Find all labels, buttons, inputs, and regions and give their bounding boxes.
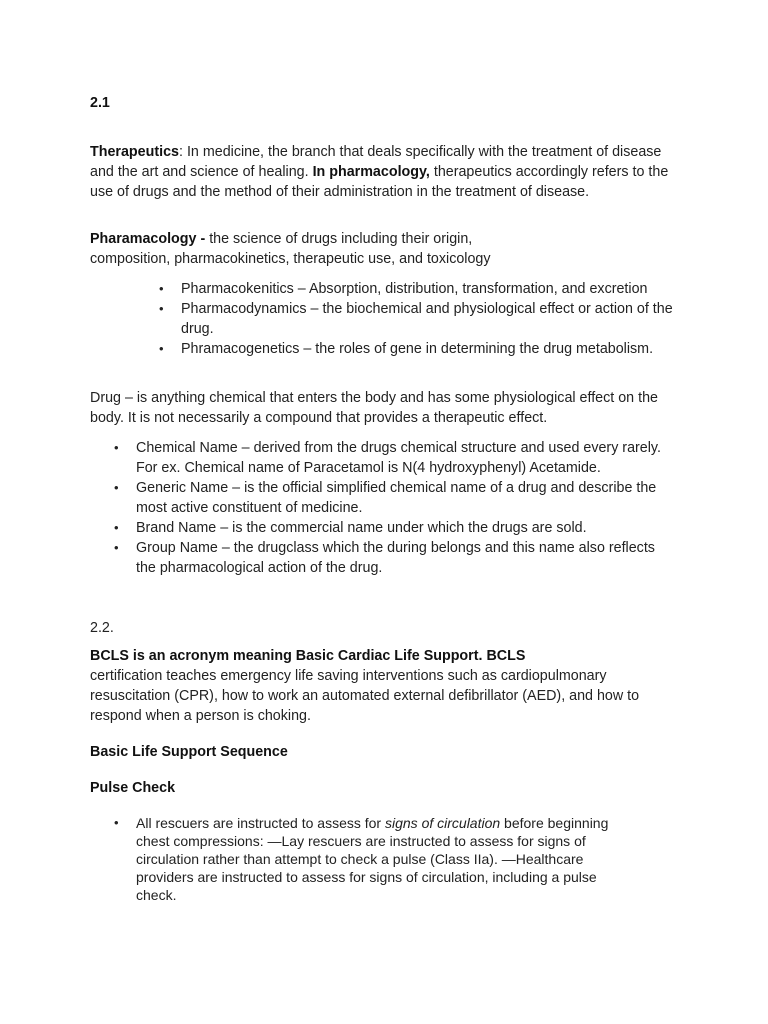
- bullet-icon: •: [114, 540, 119, 555]
- drug-names-list: [114, 438, 676, 578]
- therapeutics-text-1: : In medicine, the branch that deals specifically with the treatment of disease and the art and science of healing.: [90, 144, 662, 180]
- pharmacology-line-1: the science of drugs including their origin,: [209, 231, 473, 247]
- pulse-check-heading: Pulse Check: [90, 780, 176, 796]
- section-heading-2-2: 2.2.: [90, 620, 114, 636]
- bullet-icon: •: [159, 301, 164, 316]
- list-item: [114, 538, 676, 578]
- bullet-icon: •: [114, 480, 119, 495]
- list-item: [114, 438, 676, 478]
- list-item: [114, 814, 636, 904]
- therapeutics-paragraph: [90, 142, 680, 202]
- in-pharmacology-term: In pharmacology,: [312, 164, 430, 180]
- pharmacology-line-2: composition, pharmacokinetics, therapeutic use, and toxicology: [90, 251, 491, 267]
- list-item: [159, 279, 681, 299]
- bullet-icon: •: [114, 815, 119, 830]
- pharmacology-term: Pharamacology -: [90, 231, 210, 247]
- sequence-heading: Basic Life Support Sequence: [90, 744, 288, 760]
- list-item-text: Pharmacokenitics – Absorption, distribution, transformation, and excretion: [181, 281, 648, 297]
- pharmacology-list: [159, 279, 681, 359]
- signs-of-circulation-text: signs of circulation: [385, 815, 501, 831]
- list-item-text: Phramacogenetics – the roles of gene in determining the drug metabolism.: [181, 341, 654, 357]
- list-item-text: Pharmacodynamics – the biochemical and physiological effect or action of the drug.: [181, 301, 673, 337]
- bcls-paragraph: [90, 646, 680, 726]
- bullet-icon: •: [114, 440, 119, 455]
- list-item: [114, 518, 676, 538]
- list-item-text: Brand Name – is the commercial name under which the drugs are sold.: [136, 520, 587, 536]
- pharmacology-paragraph: [90, 229, 680, 269]
- section-heading-2-1: 2.1: [90, 95, 110, 111]
- bullet-icon: •: [159, 341, 164, 356]
- list-item: [159, 299, 681, 339]
- list-item: [159, 339, 681, 359]
- pulse-check-list: [114, 814, 636, 904]
- bcls-text: certification teaches emergency life saving interventions such as cardiopulmonary resuscitation (CPR), how to work an automated external defibrillator (AED), and how to respond when a person is choking.: [90, 668, 640, 724]
- list-item-text: Generic Name – is the official simplified chemical name of a drug and describe the most active constituent of medicine.: [136, 480, 657, 516]
- bcls-bold-sentence: BCLS is an acronym meaning Basic Cardiac Life Support. BCLS: [90, 648, 526, 664]
- list-item-text: Group Name – the drugclass which the during belongs and this name also reflects the pharmacological action of the drug.: [136, 540, 655, 576]
- pulse-text-pre: All rescuers are instructed to assess for: [136, 815, 385, 831]
- bullet-icon: •: [114, 520, 119, 535]
- therapeutics-term: Therapeutics: [90, 144, 179, 160]
- list-item: [114, 478, 676, 518]
- therapeutics-text-2: therapeutics accordingly refers to the use of drugs and the method of their administration in the treatment of disease.: [90, 164, 669, 200]
- drug-definition: Drug – is anything chemical that enters the body and has some physiological effect on the body. It is not necessarily a compound that provides a therapeutic effect.: [90, 390, 658, 426]
- list-item-text: Chemical Name – derived from the drugs chemical structure and used every rarely. For ex. Chemical name of Paracetamol is N(4 hydroxyphenyl) Acetamide.: [136, 440, 661, 476]
- pulse-text-post: before beginning chest compressions: —Lay rescuers are instructed to assess for signs of circulation rather than attempt to check a pulse (Class IIa). —Healthcare providers are instructed to assess for signs of circulation, including a pulse check.: [136, 815, 609, 903]
- bullet-icon: •: [159, 281, 164, 296]
